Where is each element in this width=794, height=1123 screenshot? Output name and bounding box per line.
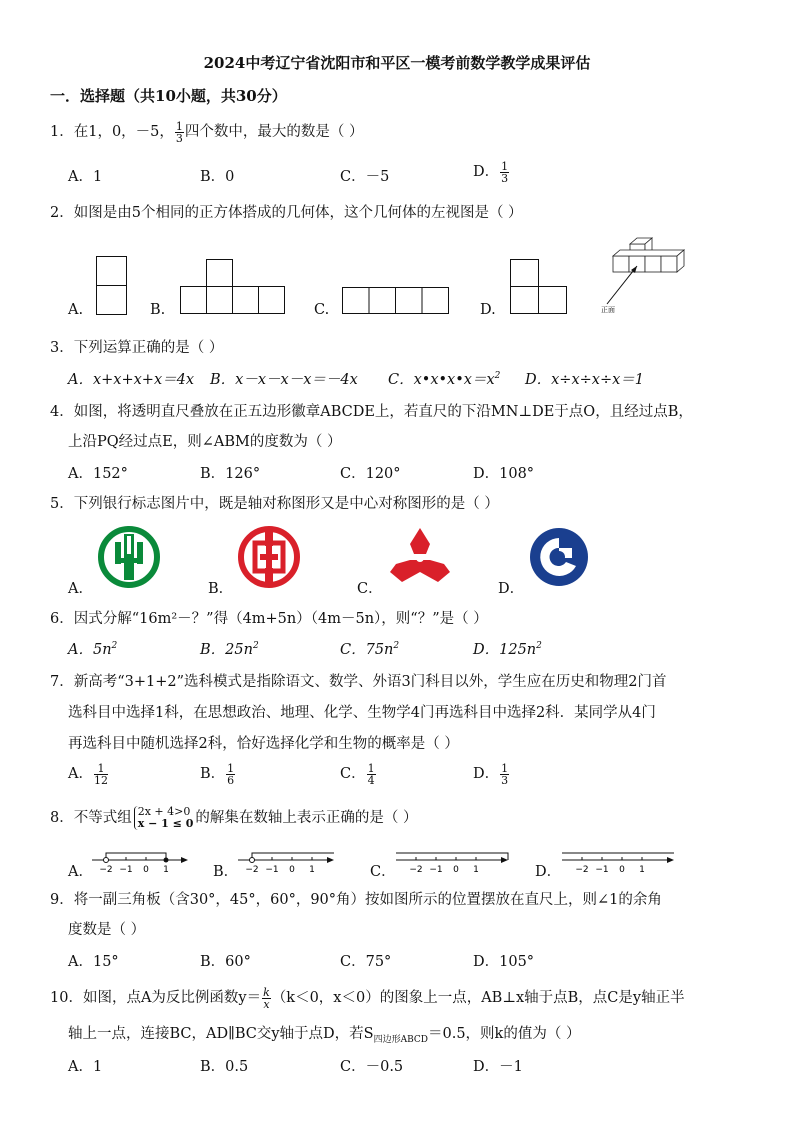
q2-solid-figure (605, 234, 700, 319)
q7-option-d[interactable]: D． $\frac{1}{3}$ (473, 761, 509, 787)
question-9-line-2: 度数是（ ） (68, 922, 146, 938)
q2-figure-b (180, 259, 286, 315)
q8-number-line-b (238, 842, 338, 876)
q1-option-c[interactable]: C．－5 (340, 169, 390, 185)
tick-label: −2 (99, 865, 113, 875)
q8-number-line-a (92, 842, 192, 876)
question-6: 6．因式分解“16m²－？”得（4m+5n）（4m－5n），则“？”是（ ） (50, 611, 488, 627)
q9-option-b[interactable]: B．60° (200, 954, 251, 970)
tick-label: −2 (409, 865, 423, 875)
q2-figure-a (96, 256, 128, 316)
abc-bank-logo-icon (98, 526, 160, 588)
tick-label: 1 (163, 865, 169, 875)
closed-dot (164, 858, 169, 863)
q8-option-d[interactable]: D． (535, 864, 562, 880)
q4-option-b[interactable]: B．126° (200, 466, 261, 482)
tick-label: −1 (265, 865, 279, 875)
solution-bracket (252, 853, 334, 860)
q1-option-a[interactable]: A．1 (68, 169, 103, 185)
q8-option-b[interactable]: B． (213, 864, 239, 880)
question-4-line-2: 上沿PQ经过点E，则∠ABM的度数为（ ） (68, 434, 342, 450)
solution-bracket (106, 853, 166, 860)
bocom-logo-icon (386, 524, 454, 586)
q3-option-d[interactable]: D．x÷x÷x÷x＝1 (525, 372, 645, 388)
q5-option-c[interactable]: C． (357, 581, 383, 597)
question-9-line-1: 9．将一副三角板（含30°，45°，60°，90°角）按如图所示的位置摆放在直尺上，则∠1的余角 (50, 892, 662, 908)
tick-label: 1 (309, 865, 315, 875)
q1-text-post: 四个数中，最大的数是（ ） (184, 124, 364, 140)
q1-option-b[interactable]: B．0 (200, 169, 235, 185)
question-2: 2．如图是由5个相同的正方体搭成的几何体，这个几何体的左视图是（ ） (50, 205, 523, 221)
q7-option-b[interactable]: B． $\frac{1}{6}$ (200, 761, 235, 787)
question-10-line-2: 轴上一点，连接BC，AD∥BC交y轴于点D，若$S_{四边形ABCD}=0.5$，则k的值为（ ） (68, 1026, 581, 1045)
q1-option-d[interactable]: D． $\frac{1}{3}$ (473, 159, 509, 185)
question-4-line-1: 4．如图，将透明直尺叠放在正五边形徽章ABCDE上，若直尺的下沿MN⊥DE于点O，且经过点B， (50, 404, 693, 420)
q9-option-d[interactable]: D．105° (473, 954, 535, 970)
tick-label: −2 (245, 865, 259, 875)
tick-label: −1 (119, 865, 133, 875)
question-3: 3．下列运算正确的是（ ） (50, 340, 224, 356)
axis-arrow (501, 857, 508, 863)
q2-figure-c (342, 287, 450, 315)
tick-label: 0 (143, 865, 149, 875)
tick-label: 1 (639, 865, 645, 875)
solution-bracket (396, 853, 508, 860)
axis-arrow (181, 857, 188, 863)
q8-option-c[interactable]: C． (370, 864, 396, 880)
q4-option-a[interactable]: A．152° (68, 466, 128, 482)
q1-fraction: $\frac{1}{3}$ (175, 119, 183, 145)
question-5: 5．下列银行标志图片中，既是轴对称图形又是中心对称图形的是（ ） (50, 496, 499, 512)
q6-option-d[interactable]: D．$125n^2$ (473, 641, 542, 658)
q9-option-a[interactable]: A．15° (68, 954, 119, 970)
q6-option-c[interactable]: C．$75n^2$ (340, 641, 400, 658)
q4-option-d[interactable]: D．108° (473, 466, 535, 482)
q2-option-c[interactable]: C. (314, 302, 330, 318)
page-title: 2024中考辽宁省沈阳市和平区一模考前数学教学成果评估 (203, 54, 591, 72)
question-8: 8．不等式组 2x + 4>0 x − 1 ≤ 0 的解集在数轴上表示正确的是（ ） (50, 805, 418, 830)
q1-text-pre: 1．在1，0，－5， (50, 124, 174, 140)
question-1 (50, 120, 364, 144)
q10-option-b[interactable]: B．0.5 (200, 1059, 249, 1075)
q3-option-a[interactable]: A．x+x+x+x＝4x (68, 372, 195, 388)
q8-number-line-c (396, 842, 516, 876)
tick-label: −1 (429, 865, 443, 875)
tick-label: 1 (473, 865, 479, 875)
tick-label: −1 (595, 865, 609, 875)
q2-front-label: 正面 (601, 306, 615, 314)
q8-number-line-d (562, 842, 682, 876)
q2-figure-d (510, 259, 570, 315)
q10-option-a[interactable]: A．1 (68, 1059, 103, 1075)
q10-option-d[interactable]: D．－1 (473, 1059, 523, 1075)
q7-option-a[interactable]: A． $\frac{1}{12}$ (68, 761, 108, 787)
q8-inequality-system: 2x + 4>0 x − 1 ≤ 0 (134, 806, 194, 830)
tick-label: 0 (619, 865, 625, 875)
axis-arrow (327, 857, 334, 863)
tick-label: 0 (453, 865, 459, 875)
q2-option-a[interactable]: A. (68, 302, 84, 318)
q5-option-a[interactable]: A． (68, 581, 93, 597)
q5-option-b[interactable]: B． (208, 581, 234, 597)
question-7-line-1: 7．新高考“3+1+2”选科模式是指除语文、数学、外语3门科目以外，学生应在历史和物理2门首 (50, 674, 667, 690)
question-10-line-1: 10．如图，点A为反比例函数y＝ $\frac{k}{x}$ （k＜0，x＜0）的图象上一点，AB⊥x轴于点B，点C是y轴正半 (50, 985, 685, 1011)
icbc-logo-icon (238, 526, 300, 588)
q2-option-d[interactable]: D. (480, 302, 496, 318)
q5-option-d[interactable]: D． (498, 581, 525, 597)
q9-option-c[interactable]: C．75° (340, 954, 392, 970)
question-7-line-2: 选科目中选择1科，在思想政治、地理、化学、生物学4门再选科目中选择2科．某同学从4门 (68, 705, 656, 721)
q6-option-b[interactable]: B．$25n^2$ (200, 641, 259, 658)
q7-option-c[interactable]: C． $\frac{1}{4}$ (340, 761, 375, 787)
q3-option-b[interactable]: B．x－x－x－x＝－4x (210, 372, 358, 388)
q2-option-b[interactable]: B. (150, 302, 166, 318)
section-heading: 一．选择题（共10小题，共30分） (50, 87, 287, 105)
q6-option-a[interactable]: A．$5n^2$ (68, 641, 118, 658)
question-7-line-3: 再选科目中随机选择2科，恰好选择化学和生物的概率是（ ） (68, 736, 459, 752)
ccb-logo-icon (528, 526, 590, 588)
axis-arrow (667, 857, 674, 863)
tick-label: −2 (575, 865, 589, 875)
q4-option-c[interactable]: C．120° (340, 466, 401, 482)
open-dot (104, 858, 109, 863)
tick-label: 0 (289, 865, 295, 875)
open-dot (250, 858, 255, 863)
q3-option-c[interactable]: C．$x•x•x•x=x^2$ (388, 371, 501, 388)
q10-option-c[interactable]: C．－0.5 (340, 1059, 404, 1075)
q8-option-a[interactable]: A． (68, 864, 93, 880)
